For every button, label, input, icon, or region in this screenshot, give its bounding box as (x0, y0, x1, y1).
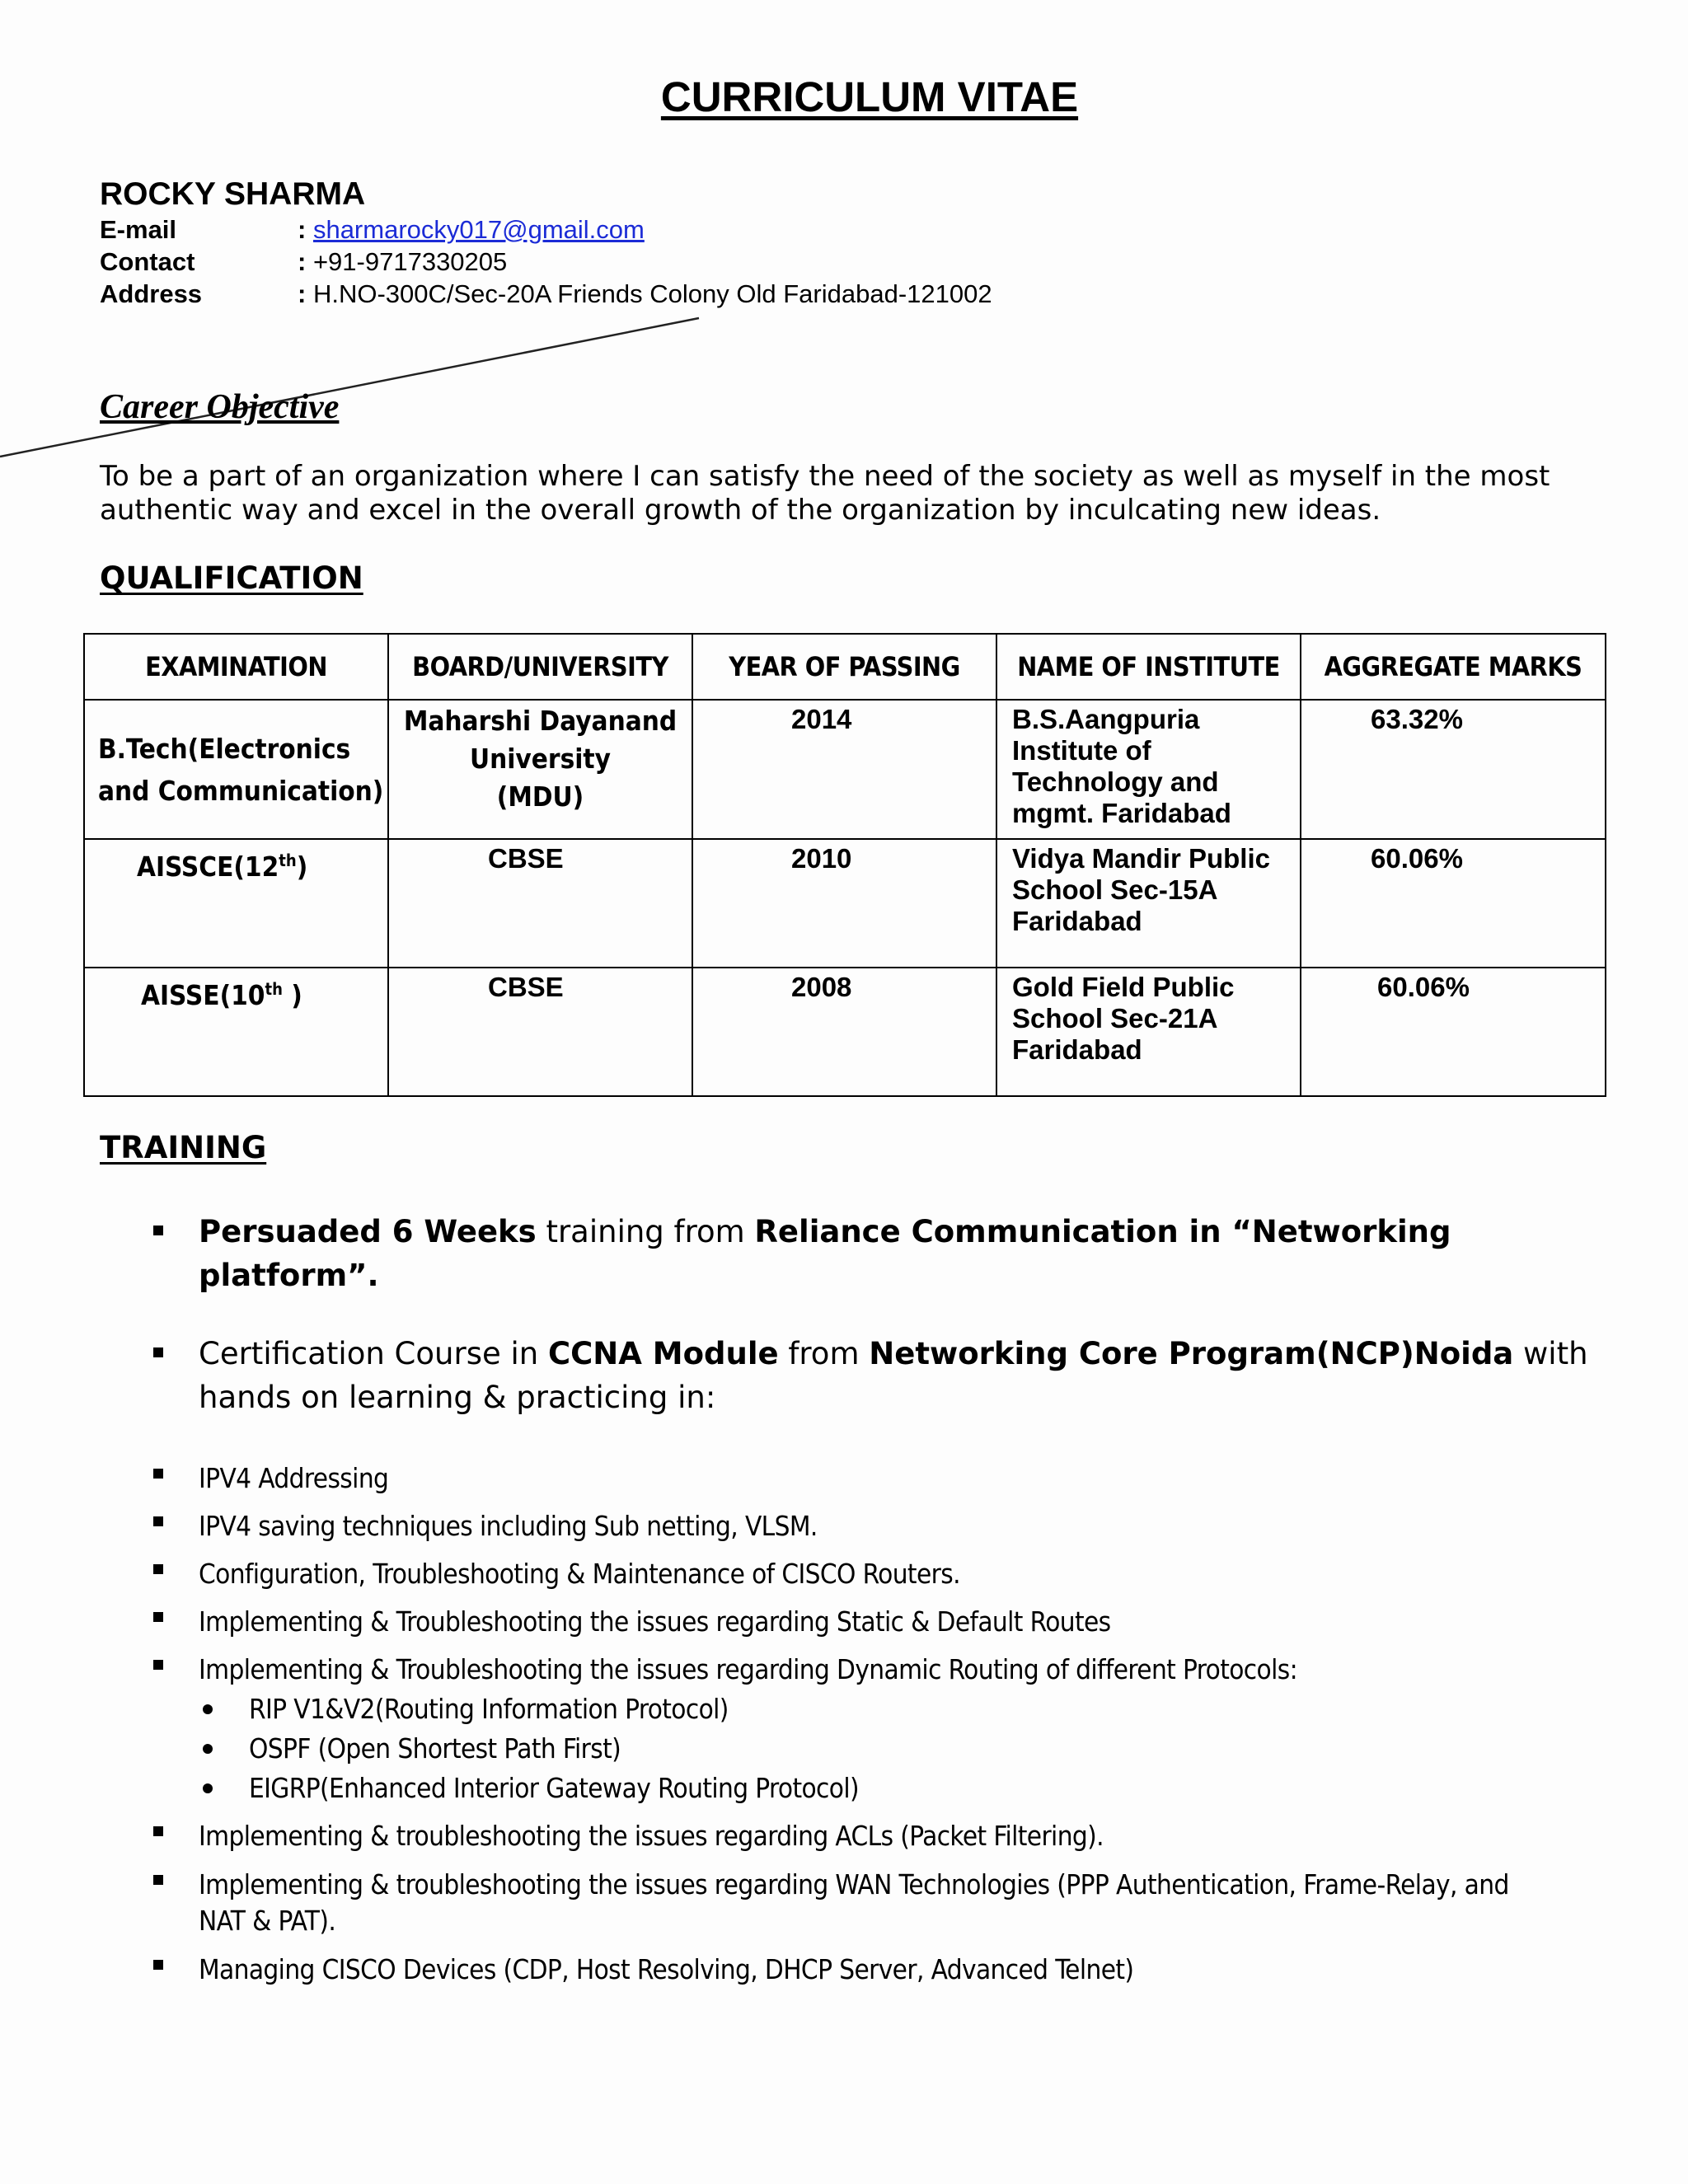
table-row (84, 968, 1606, 1096)
institute-line: School Sec-15A (1012, 874, 1218, 905)
year-cell (692, 700, 996, 839)
email-separator: : (298, 215, 307, 244)
bullet-dot-icon (203, 1744, 213, 1754)
list-item: IPV4 Addressing (199, 1462, 389, 1494)
marks-value: 60.06% (1377, 972, 1470, 1002)
year-value: 2014 (791, 704, 852, 734)
board-line: University (470, 743, 611, 775)
list-item-continuation: NAT & PAT). (199, 1905, 336, 1937)
training-heading: TRAINING (100, 1130, 267, 1165)
training-item-2-text-3: with hands on learning & practicing in: (199, 1336, 1588, 1415)
bullet-square-icon (153, 1516, 163, 1526)
list-item: Managing CISCO Devices (CDP, Host Resolving, DHCP Server, Advanced Telnet) (199, 1953, 1134, 1985)
board-cell (388, 968, 692, 1096)
training-item-2-bold-2: Networking Core Program(NCP)Noida (869, 1336, 1514, 1371)
exam-value (137, 845, 387, 883)
address-value: H.NO-300C/Sec-20A Friends Colony Old Faridabad-121002 (312, 279, 992, 308)
candidate-name: ROCKY SHARMA (100, 176, 366, 212)
list-item: EIGRP(Enhanced Interior Gateway Routing Protocol) (249, 1772, 859, 1804)
exam-text-end: ) (296, 851, 308, 883)
exam-superscript: th (279, 851, 297, 870)
exam-line: B.Tech(Electronics (98, 732, 351, 765)
board-value: CBSE (488, 972, 564, 1002)
year-value: 2010 (791, 843, 852, 874)
institute-line: Vidya Mandir Public (1012, 843, 1270, 874)
exam-value (141, 973, 387, 1011)
marks-cell (1301, 700, 1606, 839)
contact-label: Contact (100, 247, 195, 276)
marks-cell (1301, 839, 1606, 968)
exam-superscript: th (265, 979, 283, 999)
career-objective-text: To be a part of an organization where I can satisfy the need of the society as well as myself in the most authentic way and excel in the overall growth of the organization by inculcating new ideas. (100, 460, 1550, 527)
list-item: Implementing & troubleshooting the issues regarding ACLs (Packet Filtering). (199, 1820, 1104, 1852)
training-item-1-bold: Persuaded 6 Weeks (199, 1214, 537, 1249)
exam-text-end: ) (282, 979, 302, 1011)
email-link[interactable]: sharmarocky017@gmail.com (312, 215, 645, 244)
list-item: Implementing & Troubleshooting the issues regarding Dynamic Routing of different Protocols: (199, 1653, 1297, 1685)
address-label: Address (100, 279, 203, 308)
marks-value: 60.06% (1371, 843, 1463, 874)
institute-line: mgmt. Faridabad (1012, 798, 1231, 828)
bullet-square-icon (153, 1960, 163, 1970)
table-header-row (84, 634, 1606, 700)
marks-cell (1301, 968, 1606, 1096)
training-item-1-text: training from (536, 1214, 755, 1249)
exam-line: and Communication) (98, 774, 384, 807)
bullet-square-icon (153, 1612, 163, 1622)
marks-value: 63.32% (1371, 704, 1463, 734)
bullet-square-icon (153, 1347, 163, 1357)
institute-line: Institute of (1012, 735, 1151, 766)
board-value: CBSE (488, 843, 564, 874)
phone-value: +91-9717330205 (312, 247, 508, 276)
institute-line: Faridabad (1012, 1034, 1142, 1065)
institute-line: Technology and (1012, 766, 1219, 797)
institute-line: B.S.Aangpuria (1012, 704, 1200, 734)
document-title: CURRICULUM VITAE (660, 73, 1079, 120)
header-institute: NAME OF INSTITUTE (996, 634, 1301, 700)
institute-cell (996, 839, 1301, 968)
institute-cell (996, 968, 1301, 1096)
year-cell (692, 968, 996, 1096)
list-item: OSPF (Open Shortest Path First) (249, 1732, 621, 1765)
exam-cell (84, 700, 388, 839)
training-item-1-bold-2: Reliance Communication in “Networking platform”. (199, 1214, 1451, 1293)
training-item-2-text: Certification Course in (199, 1336, 548, 1371)
address-separator: : (298, 279, 307, 308)
list-item: RIP V1&V2(Routing Information Protocol) (249, 1693, 729, 1725)
contact-separator: : (298, 247, 307, 276)
bullet-square-icon (153, 1469, 163, 1479)
bullet-dot-icon (203, 1783, 213, 1793)
exam-cell (84, 839, 388, 968)
training-item-1 (199, 1210, 1600, 1297)
board-cell (388, 839, 692, 968)
board-line: Maharshi Dayanand (403, 705, 678, 737)
list-item: Configuration, Troubleshooting & Maintenance of CISCO Routers. (199, 1558, 960, 1590)
table-row (84, 700, 1606, 839)
institute-line: Gold Field Public (1012, 972, 1235, 1002)
exam-cell (84, 968, 388, 1096)
bullet-square-icon (153, 1660, 163, 1670)
institute-line: Faridabad (1012, 906, 1142, 936)
institute-cell (996, 700, 1301, 839)
email-label: E-mail (100, 215, 177, 244)
year-cell (692, 839, 996, 968)
table-row (84, 839, 1606, 968)
training-item-2 (199, 1332, 1608, 1419)
board-cell (388, 700, 692, 839)
list-item: Implementing & troubleshooting the issues regarding WAN Technologies (PPP Authentication, Frame-Relay, and (199, 1868, 1509, 1900)
bullet-square-icon (153, 1226, 163, 1235)
bullet-square-icon (153, 1875, 163, 1885)
board-line: (MDU) (496, 780, 584, 813)
bullet-square-icon (153, 1564, 163, 1574)
year-value: 2008 (791, 972, 852, 1002)
bullet-dot-icon (203, 1704, 213, 1714)
bullet-square-icon (153, 1826, 163, 1836)
header-year: YEAR OF PASSING (692, 634, 996, 700)
institute-line: School Sec-21A (1012, 1003, 1218, 1033)
exam-text: AISSCE(12 (137, 851, 279, 883)
header-examination: EXAMINATION (84, 634, 388, 700)
list-item: IPV4 saving techniques including Sub netting, VLSM. (199, 1510, 818, 1542)
header-marks: AGGREGATE MARKS (1301, 634, 1606, 700)
qualification-heading: QUALIFICATION (100, 560, 363, 596)
exam-text: AISSE(10 (141, 979, 265, 1011)
career-objective-heading: Career Objective (100, 388, 340, 426)
list-item: Implementing & Troubleshooting the issues regarding Static & Default Routes (199, 1605, 1111, 1638)
training-item-2-text-2: from (778, 1336, 870, 1371)
header-board: BOARD/UNIVERSITY (388, 634, 692, 700)
qualification-table (83, 633, 1606, 1097)
training-item-2-bold: CCNA Module (547, 1336, 779, 1371)
